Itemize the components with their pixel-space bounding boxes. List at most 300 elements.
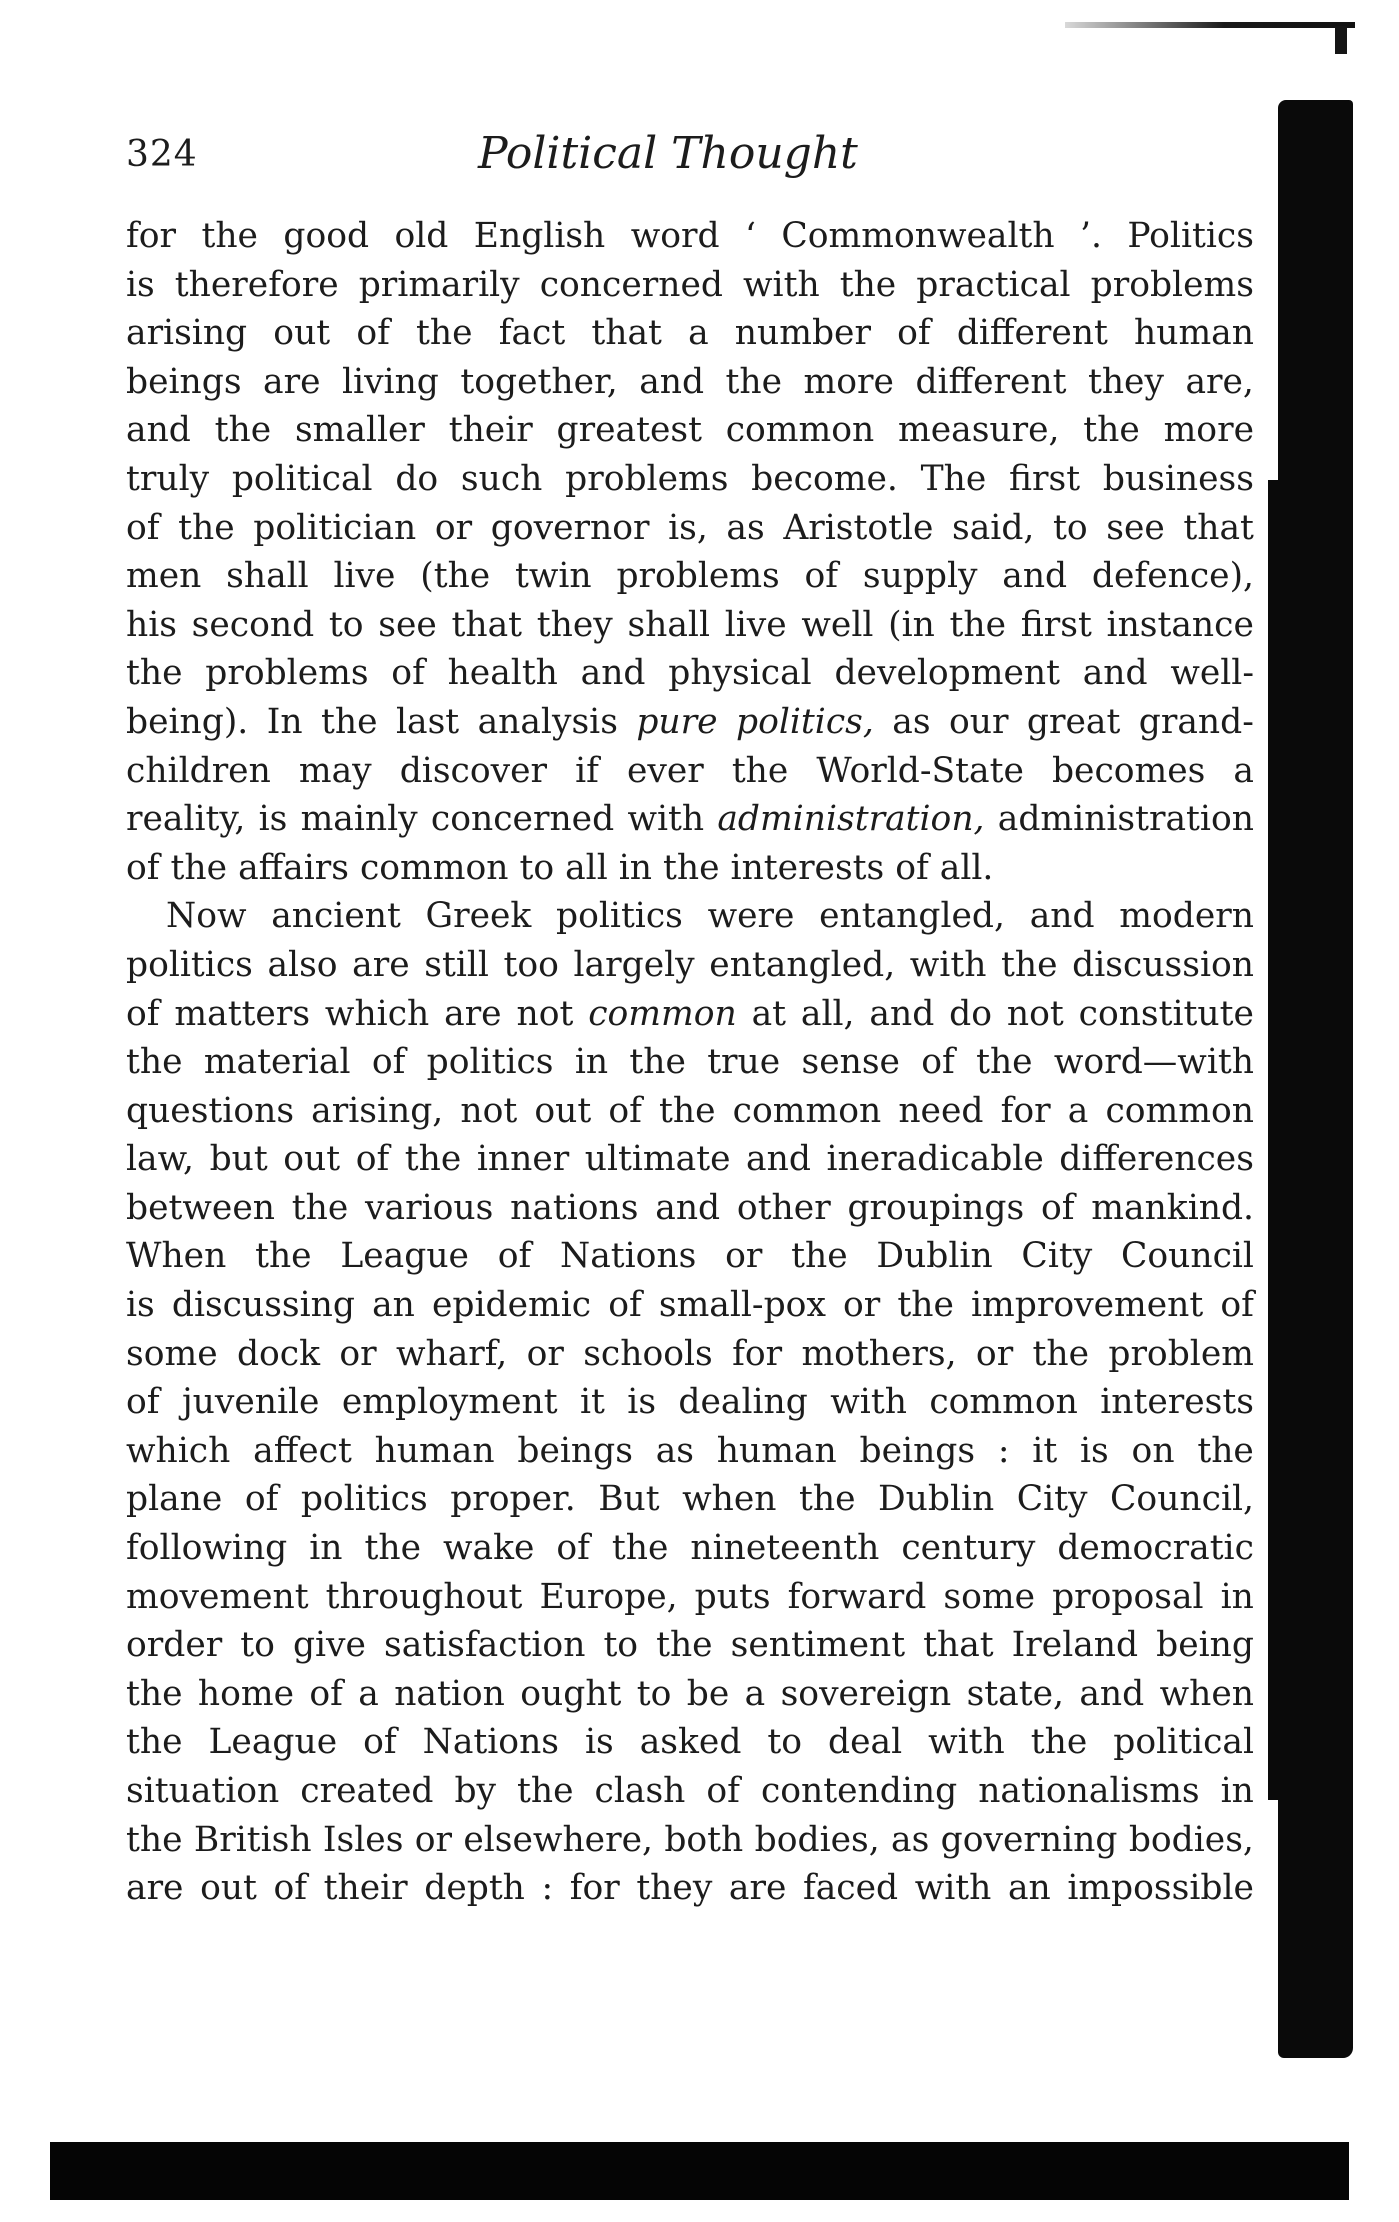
text-line xyxy=(126,1427,1254,1476)
word: Nations xyxy=(422,1722,559,1763)
word: in xyxy=(1220,1771,1254,1811)
word: with xyxy=(743,264,820,305)
word: and xyxy=(580,653,646,694)
word: League xyxy=(340,1236,469,1277)
word: deal xyxy=(828,1722,903,1763)
word: politics xyxy=(426,1042,554,1083)
word: the xyxy=(126,653,183,694)
word: common xyxy=(732,1090,882,1131)
word: entangled, xyxy=(709,944,896,985)
word: live xyxy=(333,556,396,597)
word: shall xyxy=(627,604,710,645)
word: : xyxy=(541,1868,554,1909)
word: In xyxy=(266,701,303,742)
word: Greek xyxy=(425,896,532,937)
word: the xyxy=(1197,1430,1254,1471)
word: that xyxy=(451,604,523,645)
word: human xyxy=(374,1430,495,1471)
word: League xyxy=(208,1722,338,1763)
word: concerned xyxy=(430,799,615,840)
word: word—with xyxy=(1053,1042,1254,1083)
word: administration, xyxy=(717,799,985,840)
word: (in xyxy=(888,604,935,645)
word: the xyxy=(126,1819,183,1860)
text-line xyxy=(126,649,1254,698)
word: governor xyxy=(490,507,650,548)
word: of xyxy=(244,1479,279,1520)
word: and xyxy=(1079,1673,1145,1714)
word: as xyxy=(726,507,765,548)
word: the xyxy=(656,1625,713,1666)
word: is xyxy=(1080,1430,1109,1471)
word: of xyxy=(126,1382,160,1423)
word: but xyxy=(209,1139,268,1180)
word: World-State xyxy=(816,750,1024,791)
word: mothers, xyxy=(801,1333,957,1374)
word: which xyxy=(126,1430,231,1471)
word: inner xyxy=(476,1139,570,1180)
text-line xyxy=(126,1621,1254,1670)
word: small-pox xyxy=(658,1285,826,1326)
word: last xyxy=(395,701,460,742)
word: largely xyxy=(573,944,695,985)
word: is xyxy=(126,264,155,305)
word: clash xyxy=(594,1771,686,1811)
word: with xyxy=(914,1868,992,1909)
word: the xyxy=(629,1042,686,1083)
text-line xyxy=(126,552,1254,601)
word: matters xyxy=(174,993,311,1034)
paragraph xyxy=(126,212,1254,892)
word: pure xyxy=(636,701,718,742)
word: the xyxy=(799,1479,856,1520)
word: elsewhere, xyxy=(463,1819,653,1860)
word: common xyxy=(725,410,875,451)
word: discussion xyxy=(1072,944,1254,985)
word: being xyxy=(1156,1625,1254,1666)
word: first xyxy=(1020,604,1092,645)
text-line xyxy=(126,1184,1254,1233)
word: for xyxy=(126,216,177,256)
word: common xyxy=(359,847,509,888)
word: the xyxy=(791,1236,848,1277)
word: Politics xyxy=(1127,216,1254,256)
word: Now xyxy=(166,896,247,937)
word: when xyxy=(682,1479,777,1520)
word: a xyxy=(744,1673,766,1714)
word: and xyxy=(1029,896,1095,937)
word: out xyxy=(534,1090,592,1131)
word: are xyxy=(728,1868,787,1909)
word: problems xyxy=(565,458,729,499)
word: of xyxy=(897,313,931,354)
word: twin xyxy=(515,556,592,597)
word: men xyxy=(126,556,202,597)
word: proposal xyxy=(1052,1576,1204,1617)
word: or xyxy=(725,1236,763,1277)
word: British xyxy=(193,1819,312,1860)
word: contending xyxy=(760,1771,958,1811)
word: Nations xyxy=(560,1236,697,1277)
word: were xyxy=(707,896,795,937)
word: all. xyxy=(939,847,994,888)
word: old xyxy=(394,216,449,256)
word: order xyxy=(126,1625,223,1666)
word: on xyxy=(1131,1430,1175,1471)
word: the xyxy=(611,1528,669,1569)
word: out xyxy=(200,1868,257,1909)
text-line xyxy=(126,358,1254,407)
word: of xyxy=(921,1042,955,1083)
word: the xyxy=(1083,410,1140,451)
word: first xyxy=(1009,458,1081,499)
word: it xyxy=(579,1382,605,1423)
word: that xyxy=(591,313,662,354)
word: living xyxy=(342,361,439,402)
word: in xyxy=(574,1042,609,1083)
word: with xyxy=(830,1382,907,1423)
word: measure, xyxy=(898,410,1060,451)
word: common xyxy=(1105,1090,1254,1131)
word: said, xyxy=(952,507,1035,548)
word: practical xyxy=(916,264,1071,305)
word: City xyxy=(1021,1236,1093,1277)
word: different xyxy=(956,313,1108,354)
word: great xyxy=(1026,701,1121,742)
word: to xyxy=(328,604,364,645)
word: see xyxy=(1106,507,1165,548)
word: to xyxy=(603,1625,639,1666)
word: are xyxy=(352,944,410,985)
word: and xyxy=(1002,556,1068,597)
word: depth xyxy=(424,1868,525,1909)
word: entangled, xyxy=(819,896,1005,937)
word: the xyxy=(1032,1333,1090,1374)
word: of xyxy=(608,1285,642,1326)
word: wharf, xyxy=(395,1333,508,1374)
word: juvenile xyxy=(181,1382,320,1423)
word: may xyxy=(298,750,372,791)
word: state, xyxy=(966,1673,1064,1714)
word: with xyxy=(627,799,705,840)
word: of xyxy=(126,507,160,548)
word: of xyxy=(273,1868,308,1909)
text-line xyxy=(126,1038,1254,1087)
text-line xyxy=(126,1330,1254,1379)
text-line xyxy=(126,1524,1254,1573)
word: number xyxy=(734,313,871,354)
word: of xyxy=(309,1673,343,1714)
word: ineradicable xyxy=(826,1139,1044,1180)
word: of xyxy=(126,993,160,1034)
text-line xyxy=(126,990,1254,1039)
word: too xyxy=(503,944,559,985)
word: or xyxy=(843,1285,881,1326)
word: or xyxy=(526,1333,564,1374)
word: are xyxy=(126,1868,184,1909)
word: a xyxy=(358,1673,379,1714)
word: asked xyxy=(639,1722,742,1763)
word: nineteenth xyxy=(690,1528,880,1569)
word: democratic xyxy=(1057,1528,1254,1569)
word: governing xyxy=(940,1819,1118,1860)
word: both xyxy=(664,1819,744,1860)
word: sovereign xyxy=(780,1673,952,1714)
word: ever xyxy=(626,750,704,791)
word: mainly xyxy=(300,799,418,840)
text-line xyxy=(126,261,1254,310)
text-line xyxy=(126,1670,1254,1719)
word: faced xyxy=(802,1868,899,1909)
word: by xyxy=(454,1771,497,1811)
word: and xyxy=(126,410,191,451)
word: they xyxy=(636,1868,713,1909)
paragraph xyxy=(126,892,1254,1912)
word: sense xyxy=(801,1042,900,1083)
word: well xyxy=(801,604,874,645)
word: as xyxy=(892,701,931,742)
word: to xyxy=(240,1625,275,1666)
word: some xyxy=(126,1333,218,1374)
text-line xyxy=(126,1087,1254,1136)
word: of xyxy=(391,653,425,694)
word: plane xyxy=(126,1479,223,1520)
word: dealing xyxy=(678,1382,808,1423)
word: their xyxy=(323,1868,408,1909)
word: different xyxy=(915,361,1067,402)
word: ought xyxy=(520,1673,622,1714)
word: and xyxy=(869,993,935,1034)
word: of xyxy=(356,313,390,354)
word: the xyxy=(897,1285,954,1326)
word: are, xyxy=(1185,361,1254,402)
word: nations xyxy=(510,1187,639,1228)
text-line xyxy=(126,795,1254,844)
word: our xyxy=(948,701,1009,742)
word: arising, xyxy=(311,1090,444,1131)
word: the xyxy=(178,507,235,548)
word: When xyxy=(126,1236,227,1277)
word: of xyxy=(804,556,839,597)
word: or xyxy=(975,1333,1014,1374)
word: the xyxy=(731,750,789,791)
word: of xyxy=(355,1139,390,1180)
word: the xyxy=(659,1090,716,1131)
word: politics, xyxy=(736,701,874,742)
word: to xyxy=(1053,507,1088,548)
word: greatest xyxy=(556,410,702,451)
scan-top-edge-artifact xyxy=(1065,22,1355,28)
word: nationalisms xyxy=(978,1771,1200,1811)
word: therefore xyxy=(174,264,339,305)
word: together, xyxy=(460,361,618,402)
word: give xyxy=(292,1625,366,1666)
word: that xyxy=(923,1625,994,1666)
word: need xyxy=(898,1090,984,1131)
word: do xyxy=(949,993,993,1034)
word: Aristotle xyxy=(783,507,934,548)
word: the xyxy=(1030,1722,1088,1763)
word: affect xyxy=(253,1430,352,1471)
word: a xyxy=(1233,750,1254,791)
word: more xyxy=(1163,410,1254,451)
word: as xyxy=(891,1819,930,1860)
word: they xyxy=(536,604,613,645)
word: analysis xyxy=(477,701,618,742)
word: the xyxy=(1001,944,1058,985)
word: truly xyxy=(126,458,210,499)
word: Council xyxy=(1120,1236,1254,1277)
word: wake xyxy=(442,1528,535,1569)
word: the xyxy=(201,216,258,256)
word: second xyxy=(191,604,315,645)
word: health xyxy=(447,653,558,694)
word: home xyxy=(197,1673,294,1714)
word: of xyxy=(371,1042,406,1083)
word: to xyxy=(636,1673,672,1714)
word: being). xyxy=(126,701,249,742)
word: the xyxy=(663,847,720,888)
word: affairs xyxy=(238,847,349,888)
word: in xyxy=(1220,1576,1254,1617)
word: the xyxy=(126,1042,183,1083)
word: mankind. xyxy=(1091,1187,1254,1228)
text-line xyxy=(126,698,1254,747)
word: of xyxy=(497,1236,532,1277)
word: puts xyxy=(694,1576,771,1617)
word: a xyxy=(1067,1090,1089,1131)
word: and xyxy=(746,1139,811,1180)
word: primarily xyxy=(358,264,520,305)
word: be xyxy=(686,1673,730,1714)
word: Dublin xyxy=(876,1236,993,1277)
word: some xyxy=(943,1576,1035,1617)
word: discussing xyxy=(171,1285,355,1326)
word: business xyxy=(1102,458,1254,499)
word: Council, xyxy=(1110,1479,1254,1520)
word: the xyxy=(949,604,1007,645)
word: when xyxy=(1159,1673,1254,1714)
word: out xyxy=(273,313,331,354)
word: of xyxy=(1040,1187,1075,1228)
word: development xyxy=(834,653,1060,694)
body-text xyxy=(126,212,1254,1913)
word: material xyxy=(203,1042,351,1083)
word: all, xyxy=(800,993,855,1034)
word: their xyxy=(448,410,533,451)
word: Isles xyxy=(322,1819,404,1860)
word: for xyxy=(732,1333,783,1374)
word: is xyxy=(584,1722,614,1763)
word: century xyxy=(901,1528,1036,1569)
word: they xyxy=(1087,361,1164,402)
word: But xyxy=(598,1479,660,1520)
word: to xyxy=(519,847,555,888)
word: for xyxy=(569,1868,620,1909)
word: employment xyxy=(341,1382,558,1423)
word: bodies, xyxy=(1128,1819,1254,1860)
word: of xyxy=(363,1722,397,1763)
word: sentiment xyxy=(730,1625,906,1666)
word: ancient xyxy=(271,896,401,937)
text-line xyxy=(126,455,1254,504)
word: live xyxy=(724,604,787,645)
word: of xyxy=(895,847,929,888)
word: are xyxy=(263,361,321,402)
word: all xyxy=(565,847,608,888)
word: well- xyxy=(1170,653,1254,694)
word: of xyxy=(1220,1285,1254,1326)
word: grand- xyxy=(1138,701,1254,742)
word: arising xyxy=(126,313,248,354)
word: the xyxy=(214,410,272,451)
word: nation xyxy=(394,1673,505,1714)
word: shall xyxy=(226,556,309,597)
word: and xyxy=(639,361,705,402)
word: the xyxy=(255,1236,312,1277)
word: are xyxy=(444,993,502,1034)
word: groupings xyxy=(847,1187,1025,1228)
word: human xyxy=(1134,313,1254,354)
word: differences xyxy=(1059,1139,1254,1180)
word: forward xyxy=(787,1576,927,1617)
word: the xyxy=(416,313,473,354)
text-line xyxy=(126,747,1254,796)
word: politics xyxy=(300,1479,428,1520)
word: do xyxy=(395,458,439,499)
text-line xyxy=(126,1864,1254,1913)
text-line xyxy=(126,892,1254,941)
word: other xyxy=(736,1187,831,1228)
word: at xyxy=(751,993,787,1034)
text-line xyxy=(126,1475,1254,1524)
text-line xyxy=(126,1767,1254,1816)
word: not xyxy=(460,1090,518,1131)
word: of xyxy=(126,847,160,888)
word: the xyxy=(976,1042,1033,1083)
word: not xyxy=(516,993,574,1034)
word: Commonwealth xyxy=(781,216,1055,256)
word: Europe, xyxy=(539,1576,678,1617)
word: (the xyxy=(420,556,491,597)
word: satisfaction xyxy=(383,1625,586,1666)
word: the xyxy=(321,701,378,742)
word: the xyxy=(725,361,783,402)
word: interests xyxy=(730,847,885,888)
word: City xyxy=(1016,1479,1088,1520)
text-line xyxy=(126,309,1254,358)
word: English xyxy=(473,216,606,256)
word: of xyxy=(608,1090,642,1131)
word: with xyxy=(928,1722,1005,1763)
text-line xyxy=(126,504,1254,553)
word: instance xyxy=(1106,604,1254,645)
word: the xyxy=(404,1139,462,1180)
word: an xyxy=(372,1285,415,1326)
word: is xyxy=(258,799,288,840)
word: the xyxy=(126,1673,183,1714)
word: the xyxy=(364,1528,421,1569)
word: questions xyxy=(126,1090,295,1131)
word: common xyxy=(588,993,737,1034)
word: still xyxy=(424,944,489,985)
word: problems xyxy=(1090,264,1254,305)
page-number: 324 xyxy=(126,134,198,175)
text-line xyxy=(126,406,1254,455)
word: also xyxy=(267,944,338,985)
scan-right-edge-shadow xyxy=(1278,100,1353,2058)
running-head xyxy=(126,128,1266,198)
